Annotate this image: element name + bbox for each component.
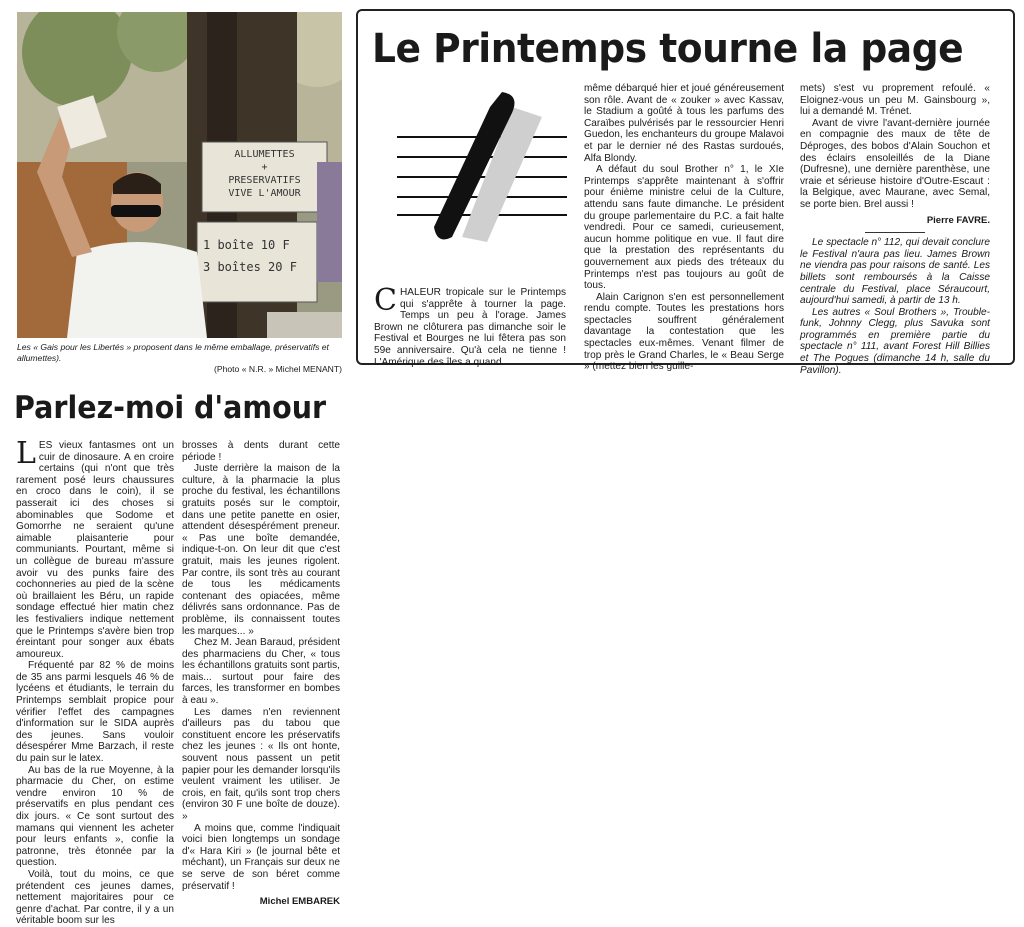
- article1-signature: Pierre FAVRE.: [926, 214, 990, 226]
- divider: [865, 232, 925, 233]
- caption-text: Les « Gais pour les Libertés » proposent dans le même emballage, préservatifs et allumettes).: [17, 342, 329, 363]
- article1-title: Le Printemps tourne la page: [372, 26, 964, 72]
- article1-column-3: [800, 83, 990, 376]
- article2-col2-para: brosses à dents durant cette période !: [182, 440, 340, 463]
- article1-col2-para: même débarqué hier et joué généreusement son rôle. Avant de « zouker » avec Kassav, le Stadium a goûté à tous les parfums des Caraïbes pulvérisés par le ressourcier Henri Guedon, les enchanteurs du groupe Malavoi et par le dernier né des Rastas surdoués, Alfa Blondy.: [584, 83, 784, 164]
- article2-dropcap: L: [16, 436, 36, 471]
- sign-text-top: ALLUMETTES + PRESERVATIFS VIVE L'AMOUR: [228, 149, 301, 199]
- article2-col2-para: A moins que, comme l'indiquait voici bien longtemps un sondage d'« Hara Kiri » (le journal bête et méchant), un Français sur deux ne se serve de son béret comme préservatif !: [182, 822, 340, 892]
- article1-column-1: [374, 283, 566, 368]
- article2-title: Parlez-moi d'amour: [14, 390, 327, 426]
- article2-column-2: [182, 440, 340, 908]
- article1-col2-para: A défaut du soul Brother n° 1, le XIe Printemps s'apprête maintenant à s'offrir pour énième ministre celui de la Culture, attendu sans faute dimanche. Le président du groupe parlementaire du P.C. a fait halte vendredi. Pour ce samedi, curieusement, aucun homme politique en vue. Il faut dire que la prestation des représentants du gouvernement aux pieds des tréteaux du Printemps n'est pas toujours au goût de tous.: [584, 164, 784, 292]
- article1-note-para: Le spectacle n° 112, qui devait conclure le Festival n'aura pas lieu. James Brown ne viendra pas pour raisons de santé. Les billets sont remboursés à la Caisse centrale du Festival, place Séraucourt, aujourd'hui samedi, à partir de 13 h.: [800, 237, 990, 307]
- article2-col2-para: Les dames n'en reviennent d'ailleurs pas du tabou que constituent encore les préservatifs chez les jeunes : « Ils ont honte, souvent nous passent un petit papier pour les demander lorsqu'ils veulent vraiment les utiliser. Je crois, en fait, qu'ils sont trop chers (environ 30 F une boîte de douze). »: [182, 706, 340, 822]
- caption-credit: (Photo « N.R. » Michel MENANT): [214, 364, 342, 374]
- article1-note-para: Les autres « Soul Brothers », Trouble-funk, Johnny Clegg, plus Savuka sont programmés en première partie du spectacle n° 111, avant Forest Hill Billies et The Pogues (dimanche 14 h, salle du Pavillon).: [800, 306, 990, 376]
- article2-col1-para: Voilà, tout du moins, ce que prétendent ces jeunes dames, nettement majoritaires pour ce genre d'achat. Par contre, il y a un véritable boom sur les: [16, 868, 174, 927]
- article-box: [356, 9, 1015, 376]
- article2-column-1: [16, 436, 174, 927]
- sign-text-bottom: 1 boîte 10 F 3 boîtes 20 F: [203, 238, 297, 274]
- article1-col3-para: Avant de vivre l'avant-dernière journée en compagnie des maux de tête de Déproges, des bobos d'Alain Souchon et des éclairs ensoleillés de la Diane (Dufresne), une dernière parenthèse, une vraie et sérieuse histoire d'Outre-Escaut : la Belgique, avec Maurane, avec Semal, se porte bien. Brel aussi !: [800, 117, 990, 210]
- article1-dropcap: C: [374, 283, 397, 318]
- article2-col1-para: Au bas de la rue Moyenne, à la pharmacie du Cher, on estime vendre environ 10 % de préservatifs en plus pendant ces dix jours. « Ce sont surtout des mamans qui viennent les acheter pour leurs enfants », confie la patronne, très étonnée par la question.: [16, 764, 174, 869]
- article1-col2-para: Alain Carignon s'en est personnellement rendu compte. Toutes les prestations hors spectacles souffrent généralement davantage la contestation que les spectacles eux-mêmes. Venant filmer de trop près le Grand Charles, le « Beau Serge » (mettez bien les guille-: [584, 291, 784, 373]
- article2-col1-para: ES vieux fantasmes ont un cuir de dinosaure. A en croire certains (qui n'ont que très rarement posé leurs chaussures en croco dans le coin), il se passerait ici des choses si abominables que Sodome et Gomorrhe ne seraient qu'une aimable plaisanterie pour communiants. Pourtant, même si un collègue de bureau m'assure avoir vu des punks faire des cochonneries au pied de la scène où braillaient les Béru, un rapide sondage effectué hier matin chez les festivaliers indique nettement que le Printemps s'avère bien trop éreintant pour songer aux ébats amoureux.: [16, 440, 174, 660]
- photo-caption: [17, 342, 342, 375]
- article2-col1-para: Fréquenté par 82 % de moins de 35 ans parmi lesquels 46 % de lycéens et étudiants, le terrain du Printemps semblait propice pour vérifier l'effet des campagnes d'information sur le SIDA auprès des jeunes. Sans vouloir désespérer Mme Barzach, il reste du pain sur le latex.: [16, 660, 174, 765]
- article1-col3-para: mets) s'est vu proprement refoulé. « Eloignez-vous un peu M. Gainsbourg », lui a demandé M. Trénet.: [800, 83, 990, 118]
- article2-signature: Michel EMBAREK: [259, 896, 340, 908]
- article2-col2-para: Juste derrière la maison de la culture, à la pharmacie la plus proche du festival, les échantillons gratuits posés sur le comptoir, dans une petite panette en osier, attendent désespérément preneur. « Pas une boîte demandée, indique-t-on. On leur dit que c'est gratuit, mais les jeunes rigolent. Par contre, ils sont très au courant de tous les médicaments contenant des opiacées, même délivrés sans ordonnance. Pas de problème, ils connaissent toutes les marques... »: [182, 463, 340, 637]
- article1-column-2: [584, 83, 784, 373]
- photo: [17, 12, 342, 338]
- article2-col2-para: Chez M. Jean Baraud, président des pharmaciens du Cher, « tous les échantillons gratuits sont partis, mais... surtout pour faire des farces, les transformer en bombes à eau ».: [182, 637, 340, 707]
- printemps-logo-icon: [392, 87, 572, 247]
- article1-col1-para: HALEUR tropicale sur le Printemps qui s'apprête à tourner la page. Temps un peu à l'orage. James Brown ne clôturera pas dimanche soir le Festival et Bourges ne lui fêtera pas son 59e anniversaire. Qu'à cela ne tienne ! L'Amérique des îles a quand: [374, 287, 566, 368]
